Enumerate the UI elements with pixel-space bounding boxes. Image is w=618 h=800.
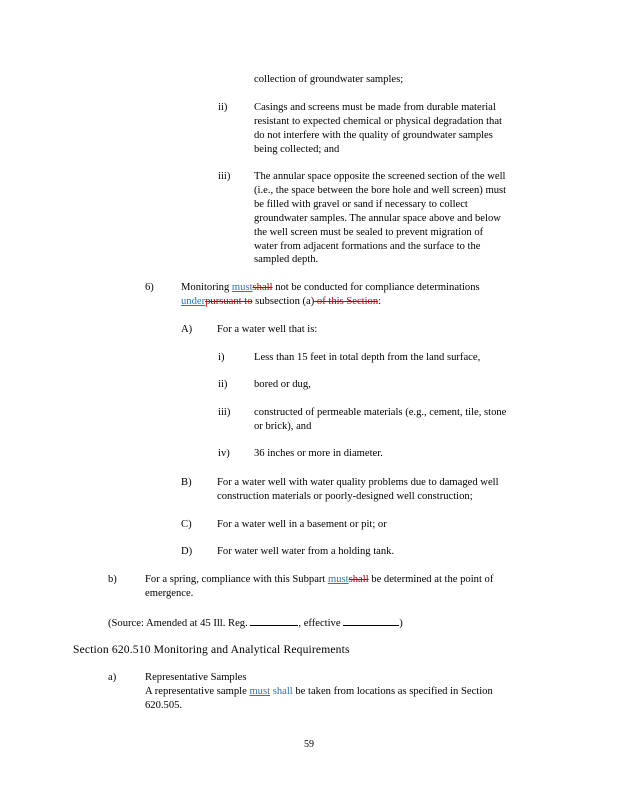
text-line: The annular space opposite the screened section of the well bbox=[254, 171, 506, 182]
text-line: Monitoring mustshall not be conducted for compliance determinations bbox=[181, 282, 480, 293]
inserted-text: under bbox=[181, 295, 206, 307]
item-A-i-label: i) bbox=[218, 352, 225, 363]
item-C-text: For a water well in a basement or pit; or bbox=[217, 519, 387, 530]
item-D-label: D) bbox=[181, 546, 193, 557]
item-A-i-text: Less than 15 feet in total depth from the land surface, bbox=[254, 352, 481, 363]
item-A-iii-text bbox=[254, 406, 506, 434]
text-line: Casings and screens must be made from durable material bbox=[254, 102, 496, 113]
continuation-line: collection of groundwater samples; bbox=[254, 74, 404, 85]
text-line: For a spring, compliance with this Subpart mustshall be determined at the point of bbox=[145, 574, 494, 585]
item-A-iv-label: iv) bbox=[218, 448, 230, 459]
item-B-label: B) bbox=[181, 477, 192, 488]
deleted-text: of this Section bbox=[314, 295, 379, 307]
item-B-text bbox=[217, 476, 499, 504]
item-6-text bbox=[181, 281, 480, 309]
text-line: the well screen must be sealed to prevent migration of bbox=[254, 226, 484, 238]
inserted-text: shall bbox=[272, 685, 293, 697]
item-A-text: For a water well that is: bbox=[217, 324, 318, 335]
text-line: construction materials or poorly-designed well construction; bbox=[217, 490, 473, 502]
inserted-text: must bbox=[328, 574, 349, 585]
item-D-text: For water well water from a holding tank. bbox=[217, 546, 395, 557]
text-line: being collected; and bbox=[254, 143, 340, 155]
text-line: constructed of permeable materials (e.g., cement, tile, stone bbox=[254, 407, 507, 418]
text-line: emergence. bbox=[145, 587, 194, 599]
inserted-text: must bbox=[249, 685, 271, 697]
section-heading: Section 620.510 Monitoring and Analytical Requirements bbox=[73, 643, 350, 656]
item-A-label: A) bbox=[181, 324, 193, 335]
text-line: be filled with gravel or sand if necessary to collect bbox=[254, 198, 468, 210]
item-A-iv-text: 36 inches or more in diameter. bbox=[254, 448, 383, 459]
page-number: 59 bbox=[304, 739, 314, 750]
item-ii-text bbox=[254, 101, 502, 157]
item-6-label: 6) bbox=[145, 282, 154, 293]
item-C-label: C) bbox=[181, 519, 192, 530]
text-line: resistant to expected chemical or physical degradation that bbox=[254, 115, 502, 127]
text-line: water from adjacent formations and the surface to the bbox=[254, 240, 481, 252]
item-A-ii-text: bored or dug, bbox=[254, 379, 311, 390]
deleted-text: shall bbox=[348, 574, 369, 585]
inserted-text: must bbox=[231, 282, 253, 293]
blank-effective-line bbox=[343, 615, 399, 626]
source-note: (Source: Amended at 45 Ill. Reg. , effective ) bbox=[108, 615, 403, 631]
item-a-text bbox=[145, 671, 493, 713]
text-line: 620.505. bbox=[145, 699, 183, 711]
item-A-iii-label: iii) bbox=[218, 407, 231, 418]
text-line: Representative Samples bbox=[145, 672, 247, 683]
item-iii-label: iii) bbox=[218, 171, 231, 182]
item-a-label: a) bbox=[108, 672, 117, 683]
text-line: sampled depth. bbox=[254, 254, 319, 266]
item-A-ii-label: ii) bbox=[218, 379, 228, 390]
item-b-text bbox=[145, 573, 493, 601]
item-b-label: b) bbox=[108, 574, 117, 585]
blank-register-line bbox=[250, 615, 298, 626]
text-line: underpursuant to subsection (a) of this Section: bbox=[181, 295, 382, 307]
text-line: (i.e., the space between the bore hole and well screen) must bbox=[254, 184, 507, 196]
text-line: For a water well with water quality problems due to damaged well bbox=[217, 477, 499, 488]
deleted-text: shall bbox=[252, 282, 273, 293]
text-line: do not interfere with the quality of groundwater samples bbox=[254, 129, 493, 141]
text-line: A representative sample must shall be taken from locations as specified in Section bbox=[145, 685, 493, 697]
deleted-text: pursuant to bbox=[205, 295, 253, 307]
text-line: or brick), and bbox=[254, 420, 312, 432]
text-line: groundwater samples. The annular space above and below bbox=[254, 212, 501, 224]
item-ii-label: ii) bbox=[218, 102, 228, 113]
item-iii-text bbox=[254, 170, 506, 267]
